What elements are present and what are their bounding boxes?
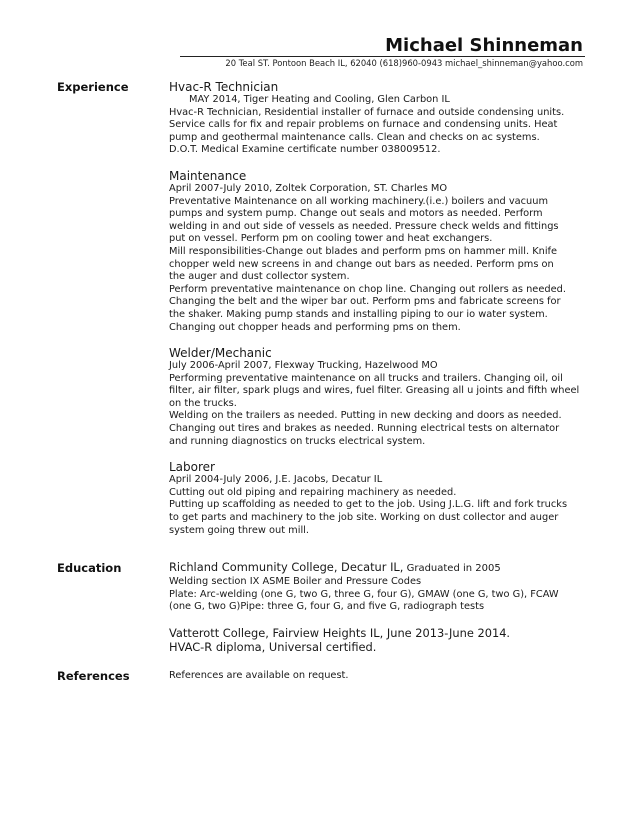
job-line: Performing preventative maintenance on all trucks and trailers. Changing oil, oil bbox=[169, 372, 563, 384]
experience-heading: Experience bbox=[57, 80, 129, 94]
job-line: and running diagnostics on trucks electrical system. bbox=[169, 435, 426, 447]
job-line: filter, air filter, spark plugs and wires, fuel filter. Greasing all u joints and fifth wheel bbox=[169, 385, 580, 397]
job-line: Hvac-R Technician, Residential installer of furnace and outside condensing units. bbox=[169, 106, 565, 118]
school-vatterott: Vatterott College, Fairview Heights IL, June 2013-June 2014. bbox=[169, 625, 511, 640]
job-date: April 2004-July 2006, J.E. Jacobs, Decatur IL bbox=[169, 474, 383, 486]
references-heading: References bbox=[57, 669, 130, 683]
job-line: welding in and out side of vessels as needed. Pressure check welds and fittings bbox=[169, 220, 559, 232]
references-text: References are available on request. bbox=[169, 670, 349, 681]
job-line: Cutting out old piping and repairing machinery as needed. bbox=[169, 486, 457, 498]
job-line: put on vessel. Perform pm on cooling tower and heat exchangers. bbox=[169, 233, 493, 245]
job-title: Laborer bbox=[169, 460, 215, 475]
job-line: Changing out chopper heads and performing pms on them. bbox=[169, 321, 461, 333]
job-line: Changing out tires and brakes as needed. Running electrical tests on alternator bbox=[169, 423, 560, 435]
job-hvac bbox=[169, 80, 589, 157]
job-line: Preventative Maintenance on all working machinery.(i.e.) boilers and vacuum bbox=[169, 195, 549, 207]
job-line: Welding on the trailers as needed. Putting in new decking and doors as needed. bbox=[169, 410, 562, 422]
education-line: Plate: Arc-welding (one G, two G, three G, four G), GMAW (one G, two G), FCAW bbox=[169, 588, 559, 600]
education-line: Welding section IX ASME Boiler and Pressure Codes bbox=[169, 576, 422, 587]
job-date: April 2007-July 2010, Zoltek Corporation, ST. Charles MO bbox=[169, 182, 448, 194]
job-line: D.O.T. Medical Examine certificate number 038009512. bbox=[169, 144, 441, 156]
contact-info: 20 Teal ST. Pontoon Beach IL, 62040 (618)960-0943 michael_shinneman@yahoo.com bbox=[225, 58, 583, 68]
school-vatterott-diploma: HVAC-R diploma, Universal certified. bbox=[169, 639, 377, 654]
job-line: the auger and dust collector system. bbox=[169, 271, 350, 283]
job-line: system going threw out mill. bbox=[169, 524, 310, 536]
job-title: Maintenance bbox=[169, 168, 247, 183]
header-divider bbox=[180, 56, 585, 57]
experience-section bbox=[169, 80, 589, 537]
job-title: Welder/Mechanic bbox=[169, 346, 272, 361]
job-line: Changing the belt and the wiper bar out. Perform pms and fabricate screens for bbox=[169, 296, 561, 308]
references-section bbox=[169, 670, 589, 683]
job-line: pump and geothermal maintenance calls. Clean and checks on ac systems. bbox=[169, 131, 540, 143]
job-line: to get parts and machinery to the job site. Working on dust collector and auger bbox=[169, 512, 559, 524]
job-laborer bbox=[169, 460, 589, 537]
graduation-note: Graduated in 2005 bbox=[403, 563, 501, 574]
education-line: (one G, two G)Pipe: three G, four G, and five G, radiograph tests bbox=[169, 601, 485, 613]
education-section bbox=[169, 560, 589, 654]
job-welder bbox=[169, 346, 589, 448]
job-line: pumps and system pump. Change out seals and motors as needed. Perform bbox=[169, 208, 543, 220]
job-title: Hvac-R Technician bbox=[169, 80, 279, 94]
job-line: Perform preventative maintenance on chop line. Changing out rollers as needed. bbox=[169, 283, 566, 295]
job-line: Service calls for fix and repair problems on furnace and condensing units. Heat bbox=[169, 119, 558, 131]
job-line: Mill responsibilities-Change out blades and perform pms on hammer mill. Knife bbox=[169, 245, 558, 257]
job-line: on the trucks. bbox=[169, 397, 237, 409]
job-line: Putting up scaffolding as needed to get to the job. Using J.L.G. lift and fork trucks bbox=[169, 499, 568, 511]
job-line: chopper weld new screens in and change out bars as needed. Perform pms on bbox=[169, 258, 554, 270]
applicant-name: Michael Shinneman bbox=[385, 35, 583, 56]
job-date: MAY 2014, Tiger Heating and Cooling, Glen Carbon IL bbox=[189, 94, 450, 105]
job-date: July 2006-April 2007, Flexway Trucking, Hazelwood MO bbox=[169, 360, 438, 372]
school-richland bbox=[169, 560, 589, 576]
job-line: the shaker. Making pump stands and installing piping to our io water system. bbox=[169, 308, 548, 320]
education-heading: Education bbox=[57, 561, 122, 575]
job-maintenance bbox=[169, 169, 589, 334]
school-name: Richland Community College, Decatur IL, bbox=[169, 560, 404, 574]
